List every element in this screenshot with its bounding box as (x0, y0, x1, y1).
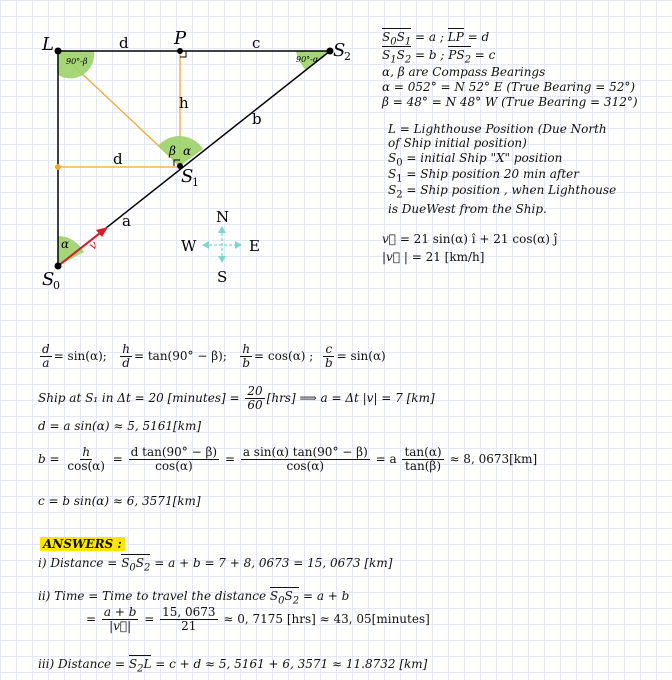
legend-S0: $S_0$ = initial Ship "X" position (388, 151, 563, 169)
label-v: v (86, 237, 101, 253)
label-L: L (42, 34, 54, 55)
compass-S: S (217, 268, 228, 286)
label-S0-sub: 0 (53, 279, 60, 292)
label-d-top: d (119, 34, 129, 52)
ship-time-equation: Ship at S₁ in Δt = 20 [minutes] = $\frac{20}{60}$ [hrs] ⟹ a = Δt |v| = 7 [km] (38, 384, 435, 412)
point-L (55, 48, 62, 55)
angle-S1-sector (158, 136, 203, 166)
answer-iii: iii) Distance = $S_2L = c + d \approx 5$, 5161 + 6, 3571 ≈ 11.8732 [km] (38, 657, 428, 675)
legend-S2: $S_2$ = Ship position , when Lighthouse is DueWest from the Ship. (388, 183, 617, 217)
label-S0: S (42, 269, 55, 290)
label-b: b (252, 110, 262, 128)
bearings-title: α, β are Compass Bearings (382, 65, 546, 79)
answers-title: ANSWERS : (40, 537, 125, 551)
label-h: h (179, 94, 189, 112)
legend-L: L = Lighthouse Position (Due North of Ship initial position) (388, 122, 607, 150)
label-a: a (122, 212, 131, 230)
label-angle-S2: 90°-α (296, 55, 319, 64)
label-d-mid: d (113, 150, 123, 168)
label-angle-L: 90°-β (66, 57, 88, 66)
label-c-top: c (252, 34, 261, 52)
beta-bearing: β = 48° = N 48° W (True Bearing = 312°) (382, 95, 638, 109)
point-S0 (55, 263, 62, 270)
label-alpha-S1: α (183, 144, 192, 158)
answer-ii-line2: = $\frac{a + b}{|v⃗|}$ = $\frac{15, 0673}{21}$ ≈ 0, 7175 [hrs] ≈ 43, 05[minutes] (86, 605, 430, 633)
label-S1: S (181, 166, 194, 187)
point-d-mid (55, 164, 61, 170)
compass-N: N (216, 208, 230, 226)
label-S2-sub: 2 (344, 50, 351, 63)
compass-W: W (181, 237, 197, 255)
compass-E: E (249, 237, 260, 255)
label-beta-S1: β (169, 144, 176, 158)
geometry-diagram (0, 0, 672, 300)
label-S1-sub: 1 (192, 176, 199, 189)
compass-rose (202, 226, 242, 263)
legend-S1: $S_1$ = Ship position 20 min after (388, 167, 580, 185)
ratio-equations: $\frac{d}{a}$ = sin(α); $\frac{h}{d}$ = tan(90° − β); $\frac{h}{b}$ = cos(α) ; $\frac{c}{b}$ = sin(α) (42, 342, 386, 370)
definitions-line-1: $S_0S_1 = a$ ; LP = d (382, 30, 490, 48)
definitions-line-2: $S_1S_2 = b$ ; $PS_2 = c$ (382, 48, 496, 66)
speed-equation: |v⃗ | = 21 [km/h] (382, 250, 485, 264)
c-equation: c = b sin(α) ≈ 6, 3571[km] (38, 494, 201, 508)
answer-ii-line1: ii) Time = Time to travel the distance $S_0S_2 = a + b$ (38, 589, 350, 607)
answer-i: i) Distance = $S_0S_2 = a + b = 7 + 8$, 0673 = 15, 0673 [km] (38, 556, 393, 574)
b-equation: b = $\frac{h}{\cos(\alpha)}$ = $\frac{\text{d tan(90° − β)}}{\cos(\alpha)}$ = $\frac{\text{a sin(α) tan(90° − β)}}{\cos(\alpha)}$ = a $\frac{\tan(\alpha)}{\tan(\beta)}$ ≈ 8, 0673[km] (38, 445, 538, 473)
alpha-bearing: α = 052° = N 52° E (True Bearing = 52°) (382, 80, 636, 94)
label-alpha-S0: α (61, 237, 70, 251)
label-P: P (174, 28, 187, 49)
label-S2: S (333, 40, 346, 61)
velocity-equation: v⃗ = 21 sin(α) î + 21 cos(α) ĵ (382, 232, 558, 246)
d-equation: d = a sin(α) ≈ 5, 5161[km] (38, 419, 202, 433)
